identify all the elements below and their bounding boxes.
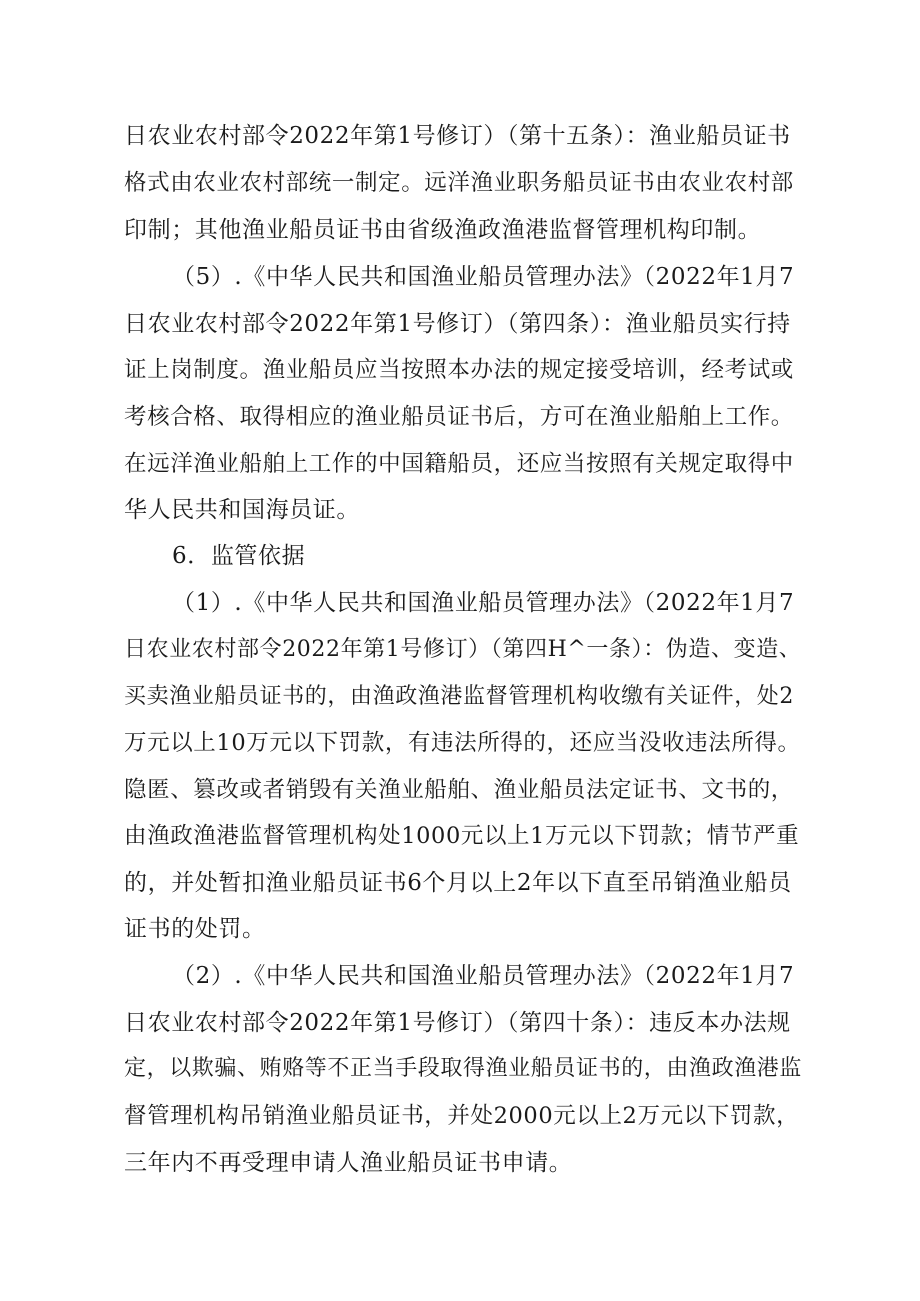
text-line: 三年内不再受理申请人渔业船员证书申请。 — [124, 1150, 573, 1176]
text-line: 在远洋渔业船舶上工作的中国籍船员，还应当按照有关规定取得中 — [124, 451, 794, 477]
text-line: 日农业农村部令2022年第1号修订）（第十五条）：渔业船员证书 — [124, 123, 791, 149]
text-line: 证书的处罚。 — [124, 916, 266, 942]
text-line: 万元以上10万元以下罚款，有违法所得的，还应当没收违法所得。 — [124, 730, 801, 756]
text-line: 格式由农业农村部统一制定。远洋渔业职务船员证书由农业农村部 — [124, 170, 794, 196]
paragraph-start-line: （5）.《中华人民共和国渔业船员管理办法》（2022年1月7 — [172, 264, 795, 290]
paragraph-start-line: （2）.《中华人民共和国渔业船员管理办法》（2022年1月7 — [172, 963, 795, 989]
text-line: 考核合格、取得相应的渔业船员证书后，方可在渔业船舶上工作。 — [124, 404, 794, 430]
paragraph-start-line: （1）.《中华人民共和国渔业船员管理办法》（2022年1月7 — [172, 590, 795, 616]
text-line: 的，并处暂扣渔业船员证书6个月以上2年以下直至吊销渔业船员 — [124, 870, 792, 896]
text-line: 日农业农村部令2022年第1号修订）（第四H^一条）：伪造、变造、 — [124, 637, 802, 662]
text-line: 日农业农村部令2022年第1号修订）（第四十条）：违反本办法规 — [124, 1010, 791, 1036]
section-heading: 6．监管依据 — [172, 543, 306, 569]
text-line: 印制；其他渔业船员证书由省级渔政渔港监督管理机构印制。 — [124, 217, 762, 243]
text-line: 定，以欺骗、贿赂等不正当手段取得渔业船员证书的，由渔政渔港监 — [124, 1056, 803, 1081]
text-line: 华人民共和国海员证。 — [124, 497, 360, 523]
text-line: 督管理机构吊销渔业船员证书，并处2000元以上2万元以下罚款， — [124, 1103, 800, 1129]
text-line: 隐匿、篡改或者销毁有关渔业船舶、渔业船员法定证书、文书的， — [124, 777, 794, 803]
text-line: 买卖渔业船员证书的，由渔政渔港监督管理机构收缴有关证件，处2 — [124, 684, 794, 709]
text-line: 由渔政渔港监督管理机构处1000元以上1万元以下罚款；情节严重 — [124, 823, 800, 849]
text-line: 日农业农村部令2022年第1号修订）（第四条）：渔业船员实行持 — [124, 311, 791, 337]
text-line: 证上岗制度。渔业船员应当按照本办法的规定接受培训，经考试或 — [124, 357, 794, 383]
